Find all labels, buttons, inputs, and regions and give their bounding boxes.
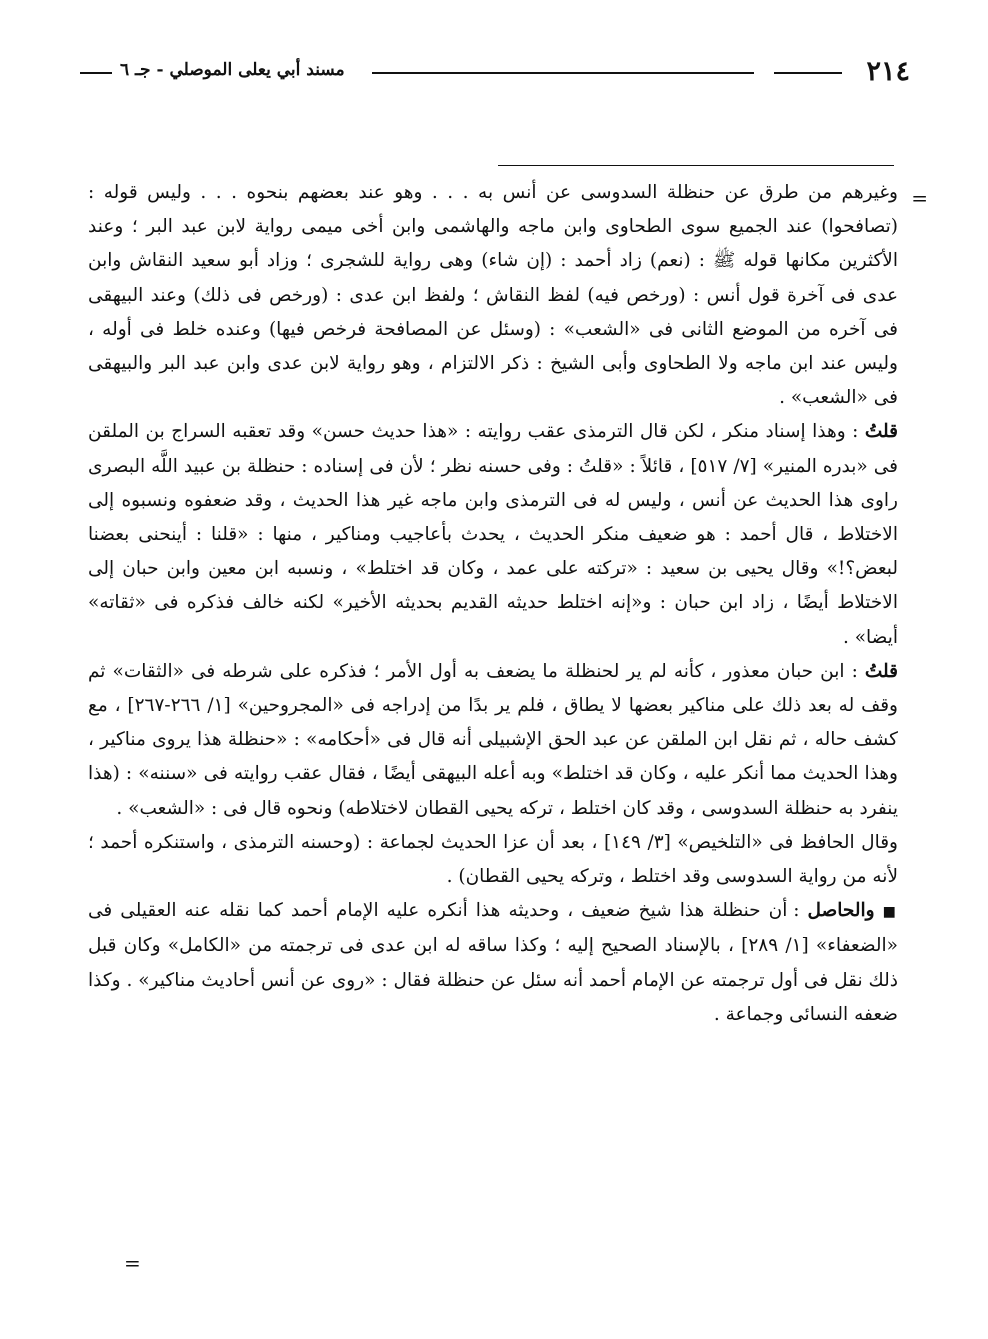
paragraph-3 — [88, 655, 898, 826]
footnote-separator-rule — [498, 165, 894, 166]
header-rule-middle — [372, 72, 754, 74]
header-rule-right — [774, 72, 842, 74]
paragraph-text: : ابن حبان معذور ، كأنه لم ير لحنظلة ما يضعف به أول الأمر ؛ فذكره على شرطه فى «الثقات» ثم وقف له بعد ذلك على مناكير بعضها لا يطاق ، فلم ير بدًا من إدراجه فى «المجروحين» [١/ ٢٦٦-٢٦٧] ، مع كشف حاله ، ثم نقل ابن الملقن عن عبد الحق الإشبيلى أنه قال فى «أحكامه» : «حنظلة هذا يروى مناكير ، وهذا الحديث مما أنكر عليه ، وكان قد اختلط» وبه أعله البيهقى أيضًا ، فقال عقب روايته فى «سننه» : (هذا ينفرد به حنظلة السدوسى ، وقد كان اختلط ، تركه يحيى القطان لاختلاطه) ونحوه قال فى : «الشعب» . — [88, 660, 898, 819]
page-number: ٢١٤ — [866, 56, 910, 87]
paragraph-text: : أن حنظلة هذا شيخ ضعيف ، وحديثه هذا أنكره عليه الإمام أحمد كما نقله عنه العقيلى فى «الضعفاء» [١/ ٢٨٩] ، بالإسناد الصحيح إليه ؛ وكذا ساقه له ابن عدى فى ترجمته من «الكامل» وكان قبل ذلك نقل فى أول ترجمته عن الإمام أحمد أنه سئل عن حنظلة فقال : «روى عن أنس أحاديث مناكير» . وكذا ضعفه النسائى وجماعة . — [88, 900, 898, 1025]
page-header — [80, 52, 910, 92]
paragraph-1 — [88, 176, 898, 415]
paragraph-text: وغيرهم من طرق عن حنظلة السدوسى عن أنس به . . . وهو عند بعضهم بنحوه . . . وليس قوله : (تصافحوا) عند الجميع سوى الطحاوى وابن ماجه والهاشمى وابن أخى ميمى رواية لابن عبد البر ؛ وعند الأكثرين مكانها قوله ﷺ : (نعم) زاد أحمد : (إن شاء) وهى رواية للشجرى ؛ وزاد أبو سعيد النقاش وابن عدى فى آخرة قول أنس : (ورخص فيه) لفظ النقاش ؛ ولفظ ابن عدى : (ورخص فى ذلك) وعند البيهقى فى آخره من الموضع الثانى فى «الشعب» : (وسئل عن المصافحة فرخص فيها) وعنده خلط فى أوله ، وليس عند ابن ماجه ولا الطحاوى وأبى الشيخ : ذكر الالتزام ، وهو رواية لابن عدى وابن عبد البر والبيهقى فى «الشعب» . — [88, 182, 898, 409]
paragraph-4 — [88, 826, 898, 894]
paragraph-text: وقال الحافظ فى «التلخيص» [٣/ ١٤٩] ، بعد أن عزا الحديث لجماعة : (وحسنه الترمذى ، واستنكره أحمد ؛ لأنه من رواية السدوسى وقد اختلط ، وتركه يحيى القطان) . — [88, 831, 898, 888]
header-rule-left — [80, 72, 112, 74]
page-body — [88, 176, 898, 1032]
continuation-mark-start: = — [911, 186, 928, 210]
paragraph-5 — [88, 894, 898, 1032]
paragraph-lead: قلتُ — [864, 660, 899, 682]
running-title: مسند أبي يعلى الموصلي - جـ ٦ — [120, 60, 345, 80]
paragraph-lead: قلتُ — [864, 421, 898, 443]
paragraph-2 — [88, 415, 898, 654]
square-bullet-icon: ■ — [882, 904, 898, 921]
paragraph-lead: والحاصل — [807, 900, 875, 922]
paragraph-text: : وهذا إسناد منكر ، لكن قال الترمذى عقب روايته : «هذا حديث حسن» وقد تعقبه السراج بن الملقن فى «بدره المنير» [٧/ ٥١٧] ، قائلاً : «قلتُ : وفى حسنه نظر ؛ لأن فى إسناده : حنظلة بن عبيد اللَّه البصرى راوى هذا الحديث عن أنس ، وليس له فى الترمذى وابن ماجه غير هذا الحديث ، وقد ضعفوه ونسبوه إلى الاختلاط ، قال أحمد : هو ضعيف منكر الحديث ، يحدث بأعاجيب ومناكير ، منها : «قلنا : أينحنى بعضنا لبعض؟!» وقال يحيى بن سعيد : «تركته على عمد ، وكان قد اختلط» ، ونسبه ابن معين وابن حبان إلى الاختلاط أيضًا ، زاد ابن حبان : و«إنه اختلط حديثه القديم بحديثه الأخير» لكنه خالف فذكره فى «ثقاته» أيضا» . — [88, 421, 898, 648]
continuation-mark-end: = — [124, 1251, 141, 1275]
